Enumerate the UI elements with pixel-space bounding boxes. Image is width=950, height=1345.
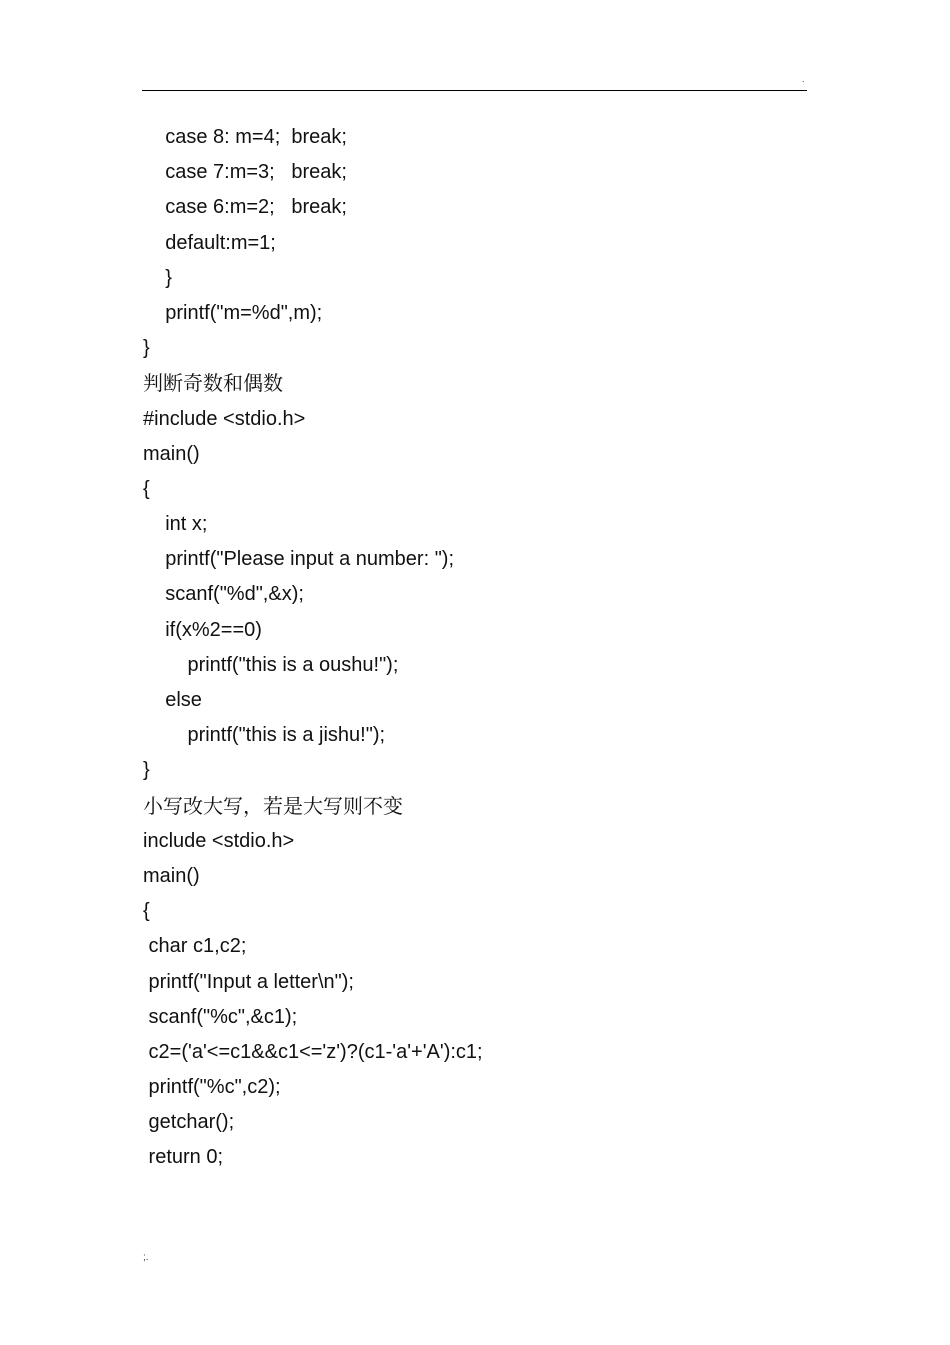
code-line: #include <stdio.h> [143,407,306,430]
code-line: { [143,900,150,923]
code-line: } [143,337,150,360]
footer-mark: ;. [143,1252,149,1263]
code-line: printf("%c",c2); [143,1076,281,1099]
code-line: else [143,689,202,711]
code-line: include <stdio.h> [143,829,295,852]
code-line: char c1,c2; [143,935,247,958]
header-rule [142,90,807,91]
code-line: return 0; [143,1146,224,1169]
code-line: printf("this is a jishu!"); [143,724,386,747]
code-line: int x; [143,513,208,536]
code-line: main() [143,864,200,887]
code-line: case 6:m=2; break; [143,196,347,219]
code-line: case 7:m=3; break; [143,161,347,184]
code-line: main() [143,442,200,465]
header-mark: . [802,74,805,84]
code-line: if(x%2==0) [143,618,262,641]
code-line: } [143,266,172,289]
code-listing [143,120,803,1176]
code-line: c2=('a'<=c1&&c1<='z')?(c1-'a'+'A'):c1; [143,1040,483,1063]
section-heading-odd-even: 判断奇数和偶数 [143,371,283,396]
code-line: } [143,759,150,782]
code-line: default:m=1; [143,231,276,254]
code-line: printf("m=%d",m); [143,301,323,324]
code-line: printf("Input a letter\n"); [143,970,354,993]
code-line: scanf("%c",&c1); [143,1005,298,1028]
code-line: case 8: m=4; break; [143,126,347,148]
code-line: getchar(); [143,1111,235,1134]
section-heading-case-convert: 小写改大写，若是大写则不变 [143,793,403,818]
code-line: scanf("%d",&x); [143,583,304,606]
code-line: { [143,477,150,500]
code-line: printf("this is a oushu!"); [143,653,399,676]
code-line: printf("Please input a number: "); [143,548,455,571]
